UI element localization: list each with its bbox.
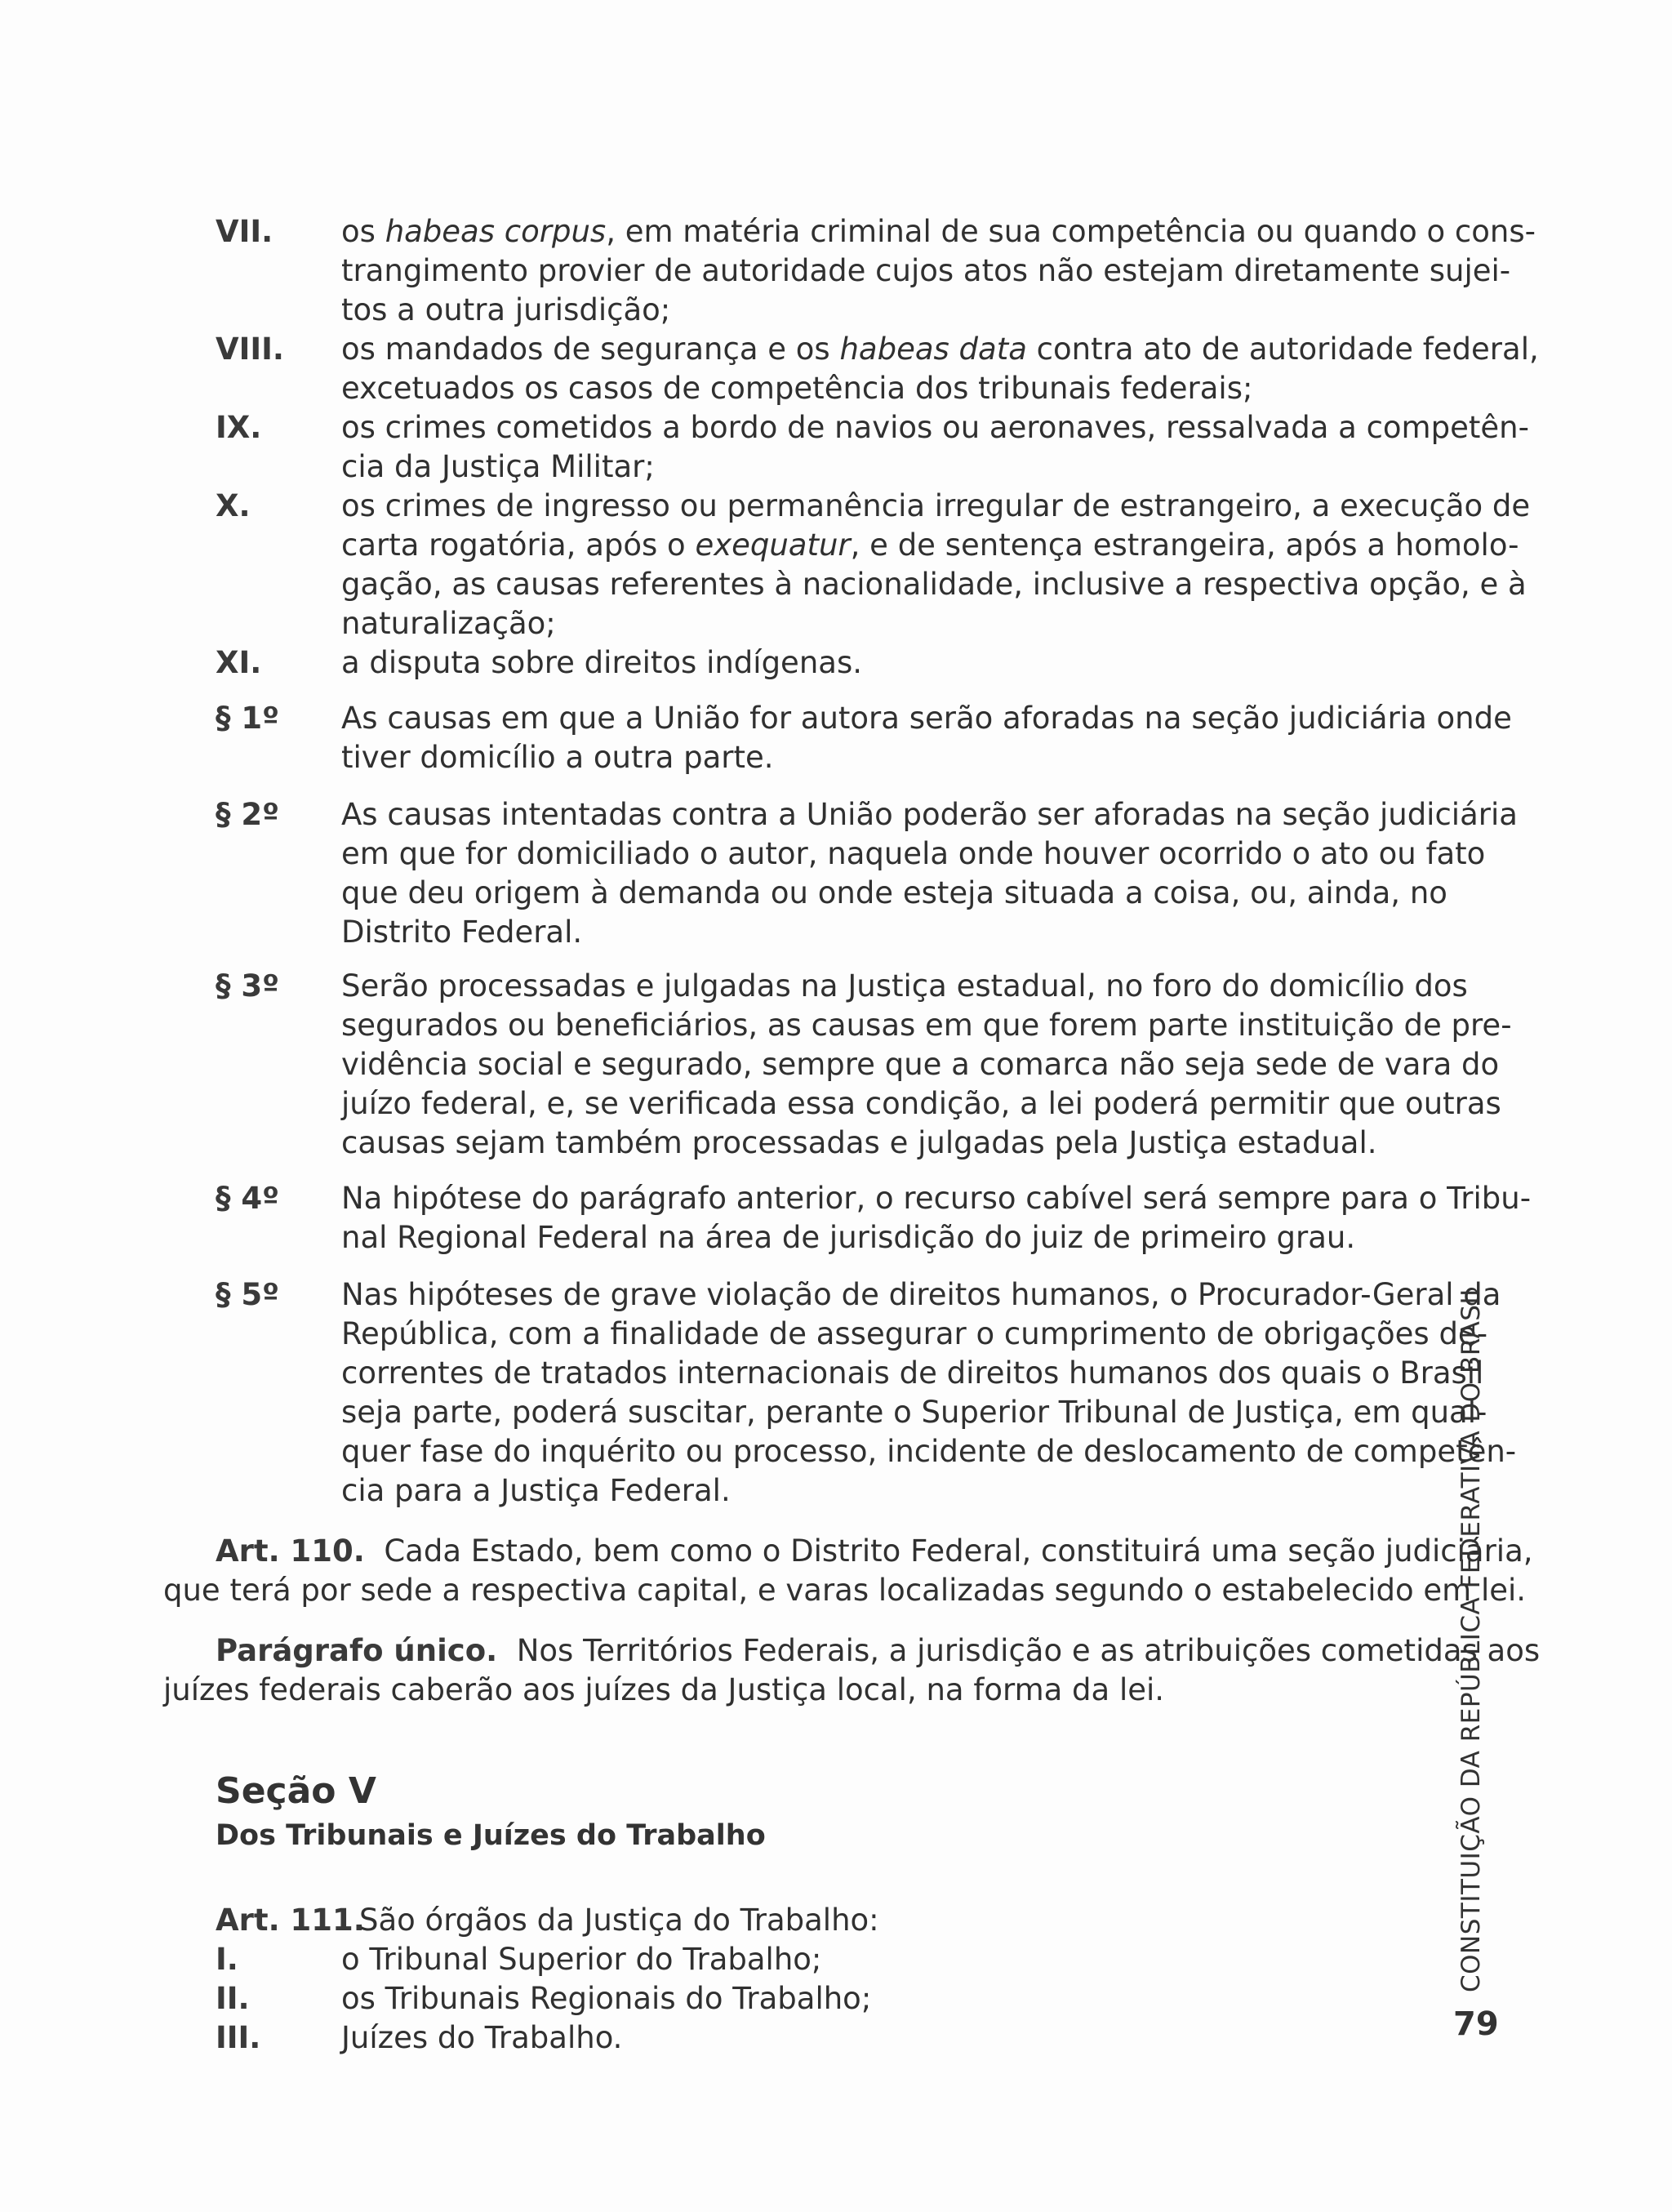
- italic-term: exequatur: [695, 527, 851, 563]
- paragraph-label: § 3º: [216, 968, 279, 1004]
- article-text: São órgãos da Justiça do Trabalho:: [359, 1903, 879, 1938]
- article-110: [163, 1532, 1533, 1610]
- item-label: VII.: [216, 214, 273, 249]
- paragraph-label: § 4º: [216, 1181, 279, 1216]
- text-line: Na hipótese do parágrafo anterior, o recurso cabível será sempre para o Tribu-: [341, 1181, 1532, 1216]
- text-line: os crimes de ingresso ou permanência irregular de estrangeiro, a execução de: [341, 488, 1531, 523]
- item-label: XI.: [216, 645, 262, 680]
- text-line: segurados ou beneficiários, as causas em que forem parte instituição de pre-: [341, 1008, 1512, 1043]
- item-label: I.: [216, 1942, 238, 1977]
- item-text: [341, 2018, 1407, 2058]
- article-line: que terá por sede a respectiva capital, e varas localizadas segundo o estabelecido em lei.: [163, 1573, 1527, 1608]
- text-line: os habeas corpus, em matéria criminal de sua competência ou quando o cons-: [341, 214, 1536, 249]
- text-line: Nas hipóteses de grave violação de direitos humanos, o Procurador-Geral da: [341, 1277, 1501, 1312]
- text-line: causas sejam também processadas e julgadas pela Justiça estadual.: [341, 1125, 1377, 1160]
- text-line: correntes de tratados internacionais de direitos humanos dos quais o Brasil: [341, 1355, 1484, 1391]
- item-label: III.: [216, 2020, 261, 2055]
- text-line: vidência social e segurado, sempre que a comarca não seja sede de vara do: [341, 1047, 1500, 1082]
- section-subtitle: Dos Tribunais e Juízes do Trabalho: [216, 1819, 766, 1852]
- article-text: Cada Estado, bem como o Distrito Federal, constituirá uma seção judiciária,: [384, 1533, 1533, 1569]
- page-number: 79: [1453, 2005, 1499, 2043]
- text-line: a disputa sobre direitos indígenas.: [341, 645, 862, 680]
- text-line: tos a outra jurisdição;: [341, 292, 671, 327]
- section-title: Seção V: [216, 1770, 376, 1812]
- paragrafo-unico: [163, 1631, 1541, 1710]
- paragraph-text: Nos Territórios Federais, a jurisdição e as atribuições cometidas aos: [516, 1633, 1541, 1668]
- text-line: As causas em que a União for autora serão aforadas na seção judiciária onde: [341, 701, 1512, 736]
- item-text: [341, 487, 1531, 643]
- text-line: os Tribunais Regionais do Trabalho;: [341, 1981, 872, 2016]
- text-line: os mandados de segurança e os habeas data contra ato de autoridade federal,: [341, 332, 1539, 367]
- item-text: [341, 212, 1536, 330]
- item-label: X.: [216, 488, 251, 523]
- text-line: República, com a finalidade de assegurar o cumprimento de obrigações de-: [341, 1316, 1488, 1351]
- item-text: [341, 330, 1539, 408]
- text-line: cia para a Justiça Federal.: [341, 1473, 731, 1508]
- item-text: [341, 643, 1407, 683]
- text-line: gação, as causas referentes à nacionalidade, inclusive a respectiva opção, e à: [341, 567, 1527, 602]
- paragraph-label: § 1º: [216, 701, 279, 736]
- text-line: Serão processadas e julgadas na Justiça estadual, no foro do domicílio dos: [341, 968, 1468, 1004]
- paragraph-text: [341, 1275, 1517, 1511]
- item-text: [341, 408, 1529, 487]
- article-line: [163, 1532, 1533, 1571]
- paragraph-text: [341, 967, 1512, 1163]
- text-line: carta rogatória, após o exequatur, e de sentença estrangeira, após a homolo-: [341, 527, 1519, 563]
- italic-term: habeas data: [839, 332, 1027, 367]
- text-line: nal Regional Federal na área de jurisdição do juiz de primeiro grau.: [341, 1220, 1356, 1255]
- article-label: Art. 111.: [216, 1903, 365, 1938]
- text-line: Distrito Federal.: [341, 915, 583, 950]
- text-line: naturalização;: [341, 606, 556, 641]
- text-line: seja parte, poderá suscitar, perante o Superior Tribunal de Justiça, em qual-: [341, 1395, 1487, 1430]
- paragraph-line: juízes federais caberão aos juízes da Justiça local, na forma da lei.: [163, 1672, 1165, 1707]
- paragraph-label: § 5º: [216, 1277, 279, 1312]
- text-line: trangimento provier de autoridade cujos atos não estejam diretamente sujei-: [341, 253, 1511, 288]
- text-line: Juízes do Trabalho.: [341, 2020, 623, 2055]
- item-label: IX.: [216, 410, 262, 445]
- text-line: cia da Justiça Militar;: [341, 449, 655, 484]
- item-label: VIII.: [216, 332, 284, 367]
- text-line: juízo federal, e, se verificada essa condição, a lei poderá permitir que outras: [341, 1086, 1501, 1121]
- text-line: o Tribunal Superior do Trabalho;: [341, 1942, 822, 1977]
- paragraph-text: [341, 1179, 1532, 1257]
- paragraph-label: § 2º: [216, 797, 279, 832]
- item-text: [341, 1979, 1407, 2018]
- text-line: quer fase do inquérito ou processo, incidente de deslocamento de competên-: [341, 1434, 1517, 1469]
- text-line: os crimes cometidos a bordo de navios ou aeronaves, ressalvada a competên-: [341, 410, 1529, 445]
- paragraph-text: [341, 699, 1512, 777]
- text-line: em que for domiciliado o autor, naquela onde houver ocorrido o ato ou fato: [341, 836, 1486, 871]
- paragraph-label: Parágrafo único.: [216, 1633, 498, 1668]
- text-line: excetuados os casos de competência dos tribunais federais;: [341, 371, 1253, 406]
- paragraph-text: [341, 795, 1518, 952]
- running-head-vertical: CONSTITUIÇÃO DA REPÚBLICA FEDERATIVA DO BRASIL: [1456, 1282, 1486, 1992]
- text-line: que deu origem à demanda ou onde esteja situada a coisa, ou, ainda, no: [341, 875, 1447, 910]
- item-text: [341, 1940, 1407, 1979]
- paragraph-line: [163, 1631, 1541, 1671]
- article-text-wrap: [359, 1901, 1407, 1940]
- italic-term: habeas corpus: [385, 214, 607, 249]
- text-line: As causas intentadas contra a União poderão ser aforadas na seção judiciária: [341, 797, 1518, 832]
- item-label: II.: [216, 1981, 250, 2016]
- text-line: tiver domicílio a outra parte.: [341, 740, 774, 775]
- article-label: Art. 110.: [216, 1533, 365, 1569]
